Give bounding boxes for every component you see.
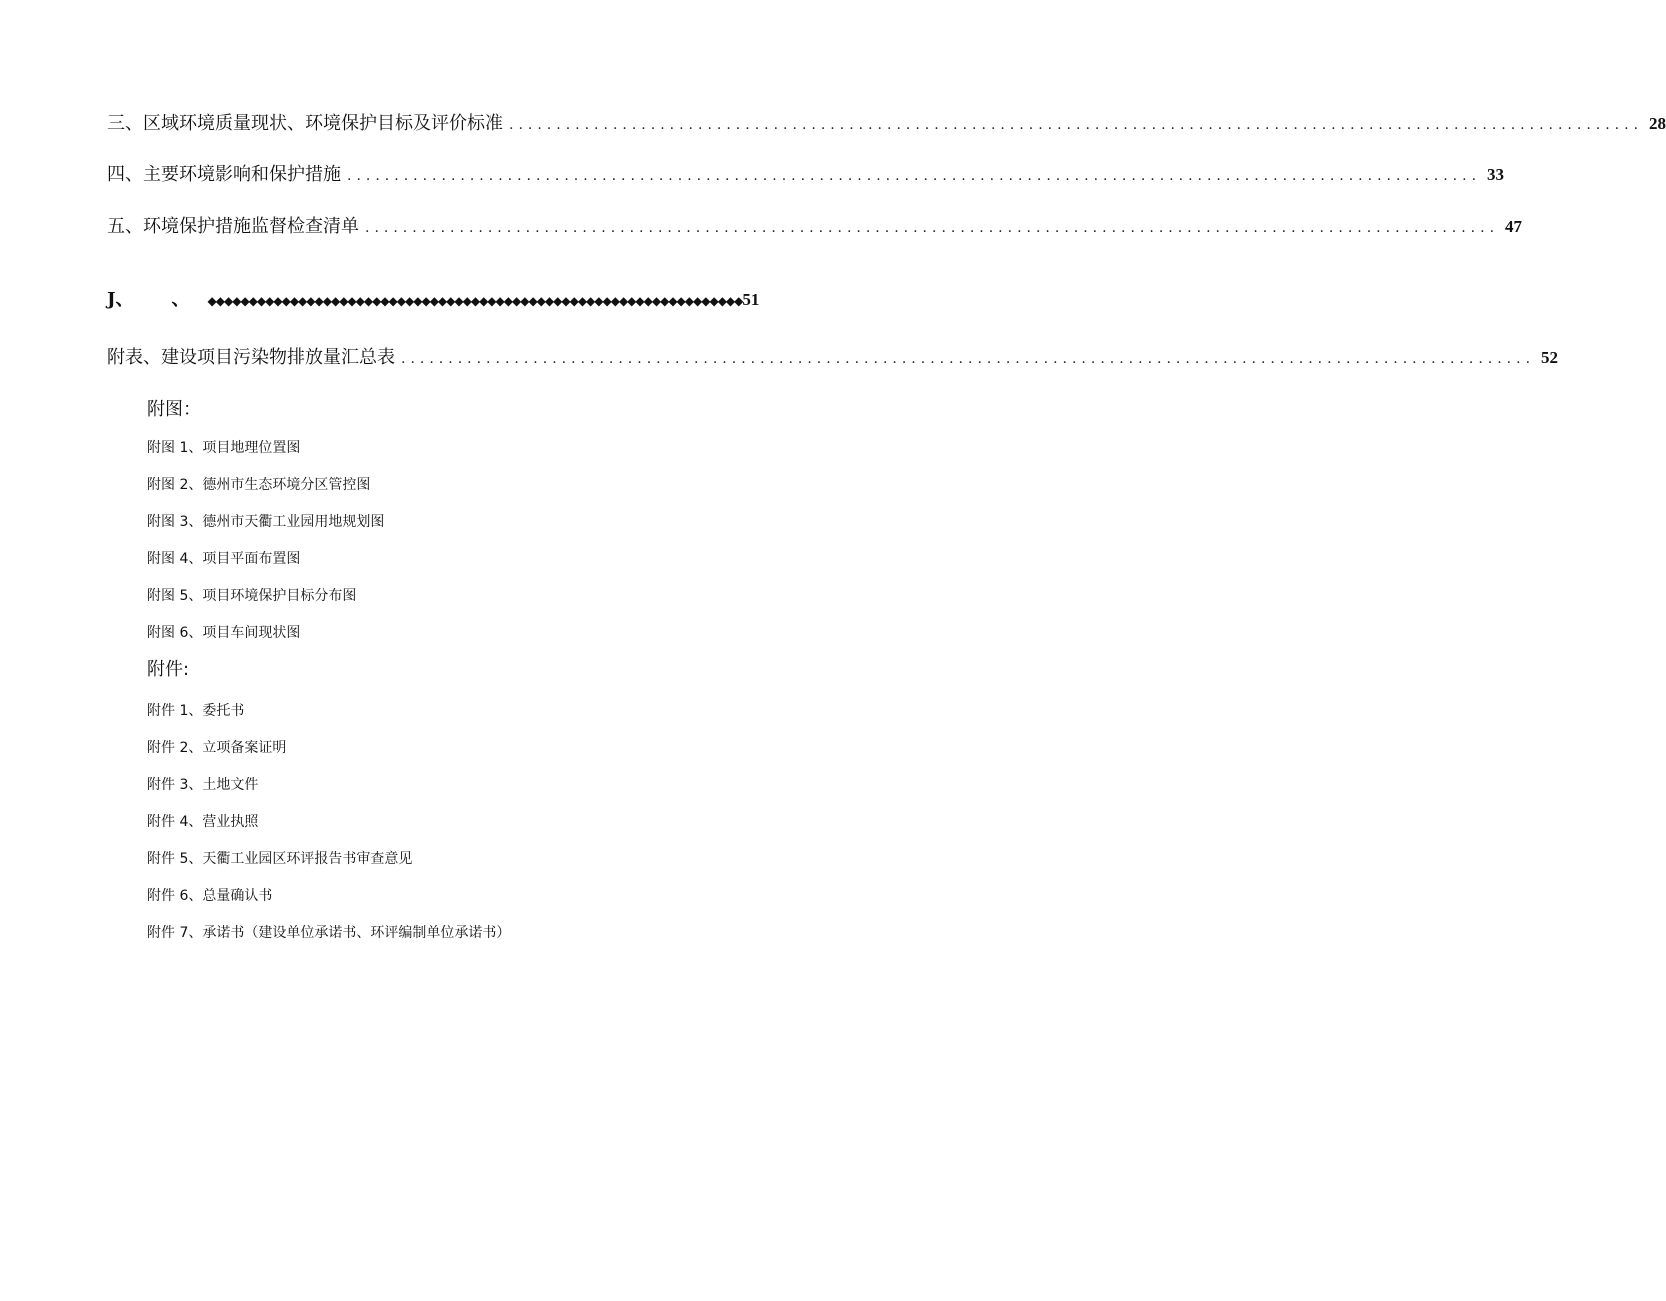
- toc-page-number: 28: [1649, 114, 1666, 133]
- toc-leader: ........................................................................................................................: [365, 220, 1500, 236]
- attachment-item[interactable]: 附件 3、土地文件: [147, 777, 259, 793]
- figure-item[interactable]: 附图 5、项目环境保护目标分布图: [147, 588, 357, 604]
- figure-item[interactable]: 附图 2、德州市生态环境分区管控图: [147, 477, 371, 493]
- figure-item[interactable]: 附图 1、项目地理位置图: [147, 440, 301, 456]
- attachments-heading: 附件:: [147, 659, 190, 680]
- toc-page-number: 51: [742, 290, 760, 309]
- toc-title: 四、主要环境影响和保护措施: [107, 164, 341, 185]
- attachment-item[interactable]: 附件 1、委托书: [147, 703, 245, 719]
- attachment-item[interactable]: 附件 4、营业执照: [147, 814, 259, 830]
- toc-entry-garbled[interactable]: [107, 288, 760, 313]
- toc-entry-section-3[interactable]: [107, 112, 1666, 137]
- figure-item[interactable]: 附图 4、项目平面布置图: [147, 551, 301, 567]
- toc-title: 附表、建设项目污染物排放量汇总表: [107, 347, 395, 368]
- toc-title: 五、环境保护措施监督检查清单: [107, 216, 359, 237]
- garbled-text: J、: [107, 289, 134, 310]
- toc-entry-appendix-table[interactable]: [107, 346, 1559, 371]
- toc-leader: ........................................................................................................................: [401, 351, 1536, 367]
- figure-item[interactable]: 附图 3、德州市天衢工业园用地规划图: [147, 514, 385, 530]
- attachment-item[interactable]: 附件 5、天衢工业园区环评报告书审查意见: [147, 851, 413, 867]
- attachment-item[interactable]: 附件 6、总量确认书: [147, 888, 273, 904]
- toc-page-number: 33: [1487, 165, 1505, 184]
- toc-title: 三、区域环境质量现状、环境保护目标及评价标准: [107, 113, 503, 134]
- garbled-text: 、: [171, 289, 190, 310]
- diamond-leader: ◆◆◆◆◆◆◆◆◆◆◆◆◆◆◆◆◆◆◆◆◆◆◆◆◆◆◆◆◆◆◆◆◆◆◆◆◆◆◆◆◆◆◆◆◆◆◆◆◆◆◆◆◆◆◆◆◆◆◆◆◆◆◆◆◆: [207, 294, 743, 308]
- toc-entry-section-4[interactable]: [107, 163, 1505, 188]
- toc-page-number: 52: [1541, 348, 1559, 367]
- figure-item[interactable]: 附图 6、项目车间现状图: [147, 625, 301, 641]
- attachment-item[interactable]: 附件 2、立项备案证明: [147, 740, 287, 756]
- toc-entry-section-5[interactable]: [107, 215, 1523, 240]
- toc-leader: ........................................................................................................................: [509, 117, 1644, 133]
- toc-leader: ........................................................................................................................: [347, 168, 1482, 184]
- toc-page-number: 47: [1505, 217, 1523, 236]
- attachment-item[interactable]: 附件 7、承诺书（建设单位承诺书、环评编制单位承诺书）: [147, 925, 511, 941]
- figures-heading: 附图：: [147, 399, 201, 420]
